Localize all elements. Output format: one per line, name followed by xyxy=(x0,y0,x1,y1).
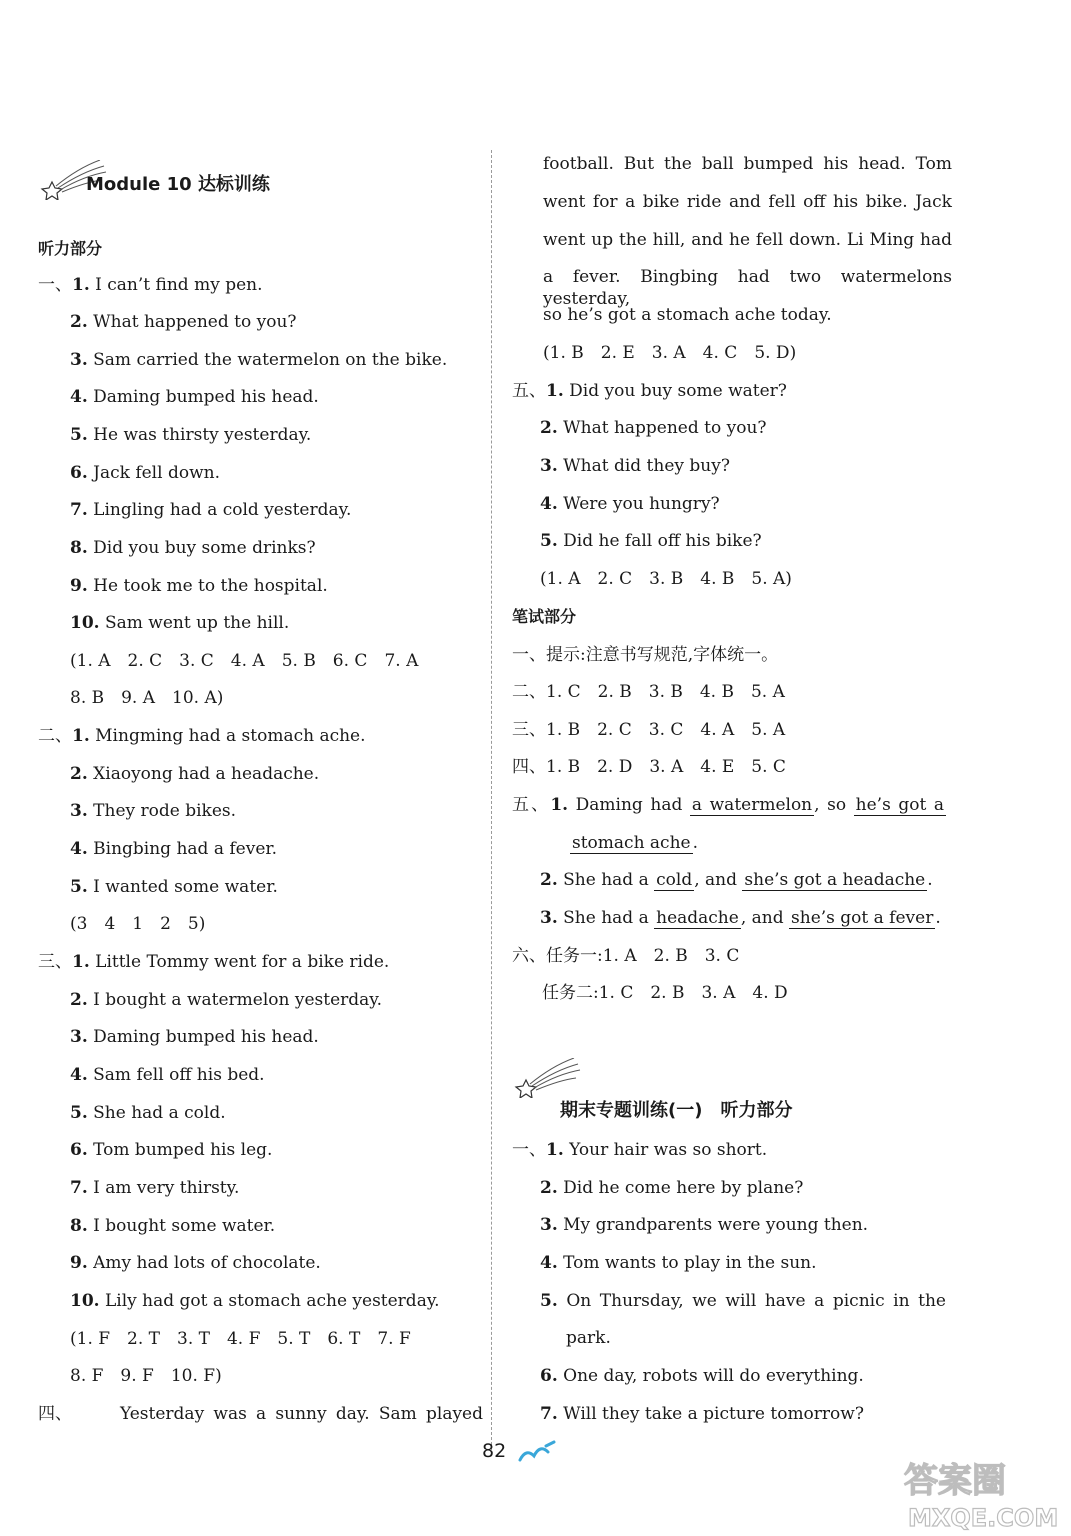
w4-line: 四、1. B 2. D 3. A 4. E 5. C xyxy=(512,757,786,777)
q5-item-5: 5. Did he fall off his bike? xyxy=(540,531,762,551)
f1-item-4: 4. Tom wants to play in the sun. xyxy=(540,1253,817,1273)
q1-item-3: 3. Sam carried the watermelon on the bike. xyxy=(70,350,448,370)
q5-answers: (1. A 2. C 3. B 4. B 5. A) xyxy=(540,569,792,589)
w6-task2: 任务二:1. C 2. B 3. A 4. D xyxy=(542,983,788,1003)
w2-line: 二、1. C 2. B 3. B 4. B 5. A xyxy=(512,682,785,702)
f1-item-3: 3. My grandparents were young then. xyxy=(540,1215,869,1235)
q3-item-6: 6. Tom bumped his leg. xyxy=(70,1140,273,1160)
listening-label: 听力部分 xyxy=(38,239,103,258)
q1-item-1: 一、1. I can’t find my pen. xyxy=(38,275,263,295)
f1-item-2: 2. Did he come here by plane? xyxy=(540,1178,804,1198)
page-decoration-icon xyxy=(516,1438,560,1468)
q1-item-2: 2. What happened to you? xyxy=(70,312,297,332)
w5-sentence-1: 五、1. Daming had a watermelon , so he’s got a xyxy=(512,795,945,815)
q3-item-9: 9. Amy had lots of chocolate. xyxy=(70,1253,321,1273)
q4-text-start: Yesterday was a sunny day. Sam played xyxy=(120,1404,483,1424)
q3-item-10: 10. Lily had got a stomach ache yesterday. xyxy=(70,1291,440,1311)
q4-answers: (1. B 2. E 3. A 4. C 5. D) xyxy=(543,343,797,363)
page-number: 82 xyxy=(482,1440,507,1462)
watermark-cn: 答案圈 xyxy=(904,1461,1006,1501)
q3-answers-line2: 8. F 9. F 10. F) xyxy=(70,1366,222,1386)
q1-item-8: 8. Did you buy some drinks? xyxy=(70,538,316,558)
q1-item-7: 7. Lingling had a cold yesterday. xyxy=(70,500,352,520)
f1-item-1: 一、1. Your hair was so short. xyxy=(512,1140,768,1160)
q1-answers-line1: (1. A 2. C 3. C 4. A 5. B 6. C 7. A xyxy=(70,651,419,671)
q3-item-4: 4. Sam fell off his bed. xyxy=(70,1065,265,1085)
f1-item-5-cont: park. xyxy=(566,1328,611,1348)
f1-item-5: 5. On Thursday, we will have a picnic in the xyxy=(540,1291,946,1311)
w1-line: 一、提示:注意书写规范,字体统一。 xyxy=(512,645,779,665)
w5-sentence-1-cont: stomach ache . xyxy=(572,833,698,853)
q3-item-8: 8. I bought some water. xyxy=(70,1216,276,1236)
w5-sentence-3: 3. She had a headache , and she’s got a fever . xyxy=(540,908,941,928)
w5-sentence-2: 2. She had a cold , and she’s got a headache . xyxy=(540,870,933,890)
column-divider xyxy=(491,150,492,1450)
q3-item-7: 7. I am very thirsty. xyxy=(70,1178,240,1198)
f1-item-6: 6. One day, robots will do everything. xyxy=(540,1366,864,1386)
q3-item-5: 5. She had a cold. xyxy=(70,1103,226,1123)
w3-line: 三、1. B 2. C 3. C 4. A 5. A xyxy=(512,720,786,740)
section2-title-text: 期末专题训练(一) 听力部分 xyxy=(560,1100,793,1121)
q4-cont-line-1: football. But the ball bumped his head. Tom xyxy=(543,154,952,174)
watermark-logo xyxy=(890,1452,1068,1532)
q4-cont-line-2: went for a bike ride and fell off his bike. Jack xyxy=(543,192,952,212)
q4-cont-line-4: a fever. Bingbing had two watermelons yesterday, xyxy=(543,267,952,309)
q5-item-2: 2. What happened to you? xyxy=(540,418,767,438)
f1-item-7: 7. Will they take a picture tomorrow? xyxy=(540,1404,864,1424)
q1-item-5: 5. He was thirsty yesterday. xyxy=(70,425,312,445)
q1-item-6: 6. Jack fell down. xyxy=(70,463,220,483)
q3-item-2: 2. I bought a watermelon yesterday. xyxy=(70,990,383,1010)
shooting-star-icon xyxy=(512,1058,592,1098)
q4-cont-line-3: went up the hill, and he fell down. Li Ming had xyxy=(543,230,952,250)
q2-item-1: 二、1. Mingming had a stomach ache. xyxy=(38,726,366,746)
q3-item-3: 3. Daming bumped his head. xyxy=(70,1027,319,1047)
q5-item-1: 五、1. Did you buy some water? xyxy=(512,381,787,401)
q2-item-3: 3. They rode bikes. xyxy=(70,801,237,821)
q1-answers-line2: 8. B 9. A 10. A) xyxy=(70,688,224,708)
q2-item-4: 4. Bingbing had a fever. xyxy=(70,839,278,859)
q2-answers: (3 4 1 2 5) xyxy=(70,914,206,934)
q1-item-4: 4. Daming bumped his head. xyxy=(70,387,319,407)
q1-item-9: 9. He took me to the hospital. xyxy=(70,576,328,596)
w6-task1: 六、任务一:1. A 2. B 3. C xyxy=(512,946,740,966)
q3-answers-line1: (1. F 2. T 3. T 4. F 5. T 6. T 7. F xyxy=(70,1329,411,1349)
q2-item-2: 2. Xiaoyong had a headache. xyxy=(70,764,320,784)
writing-label: 笔试部分 xyxy=(512,607,577,626)
q1-item-10: 10. Sam went up the hill. xyxy=(70,613,290,633)
q4-cont-line-5: so he’s got a stomach ache today. xyxy=(543,305,832,325)
watermark-en: MXQE.COM xyxy=(908,1504,1059,1532)
section-title-text: Module 10 达标训练 xyxy=(86,174,270,195)
q2-item-5: 5. I wanted some water. xyxy=(70,877,278,897)
q5-item-3: 3. What did they buy? xyxy=(540,456,730,476)
q5-item-4: 4. Were you hungry? xyxy=(540,494,720,514)
q3-item-1: 三、1. Little Tommy went for a bike ride. xyxy=(38,952,390,972)
q4-num: 四、 xyxy=(38,1404,72,1424)
